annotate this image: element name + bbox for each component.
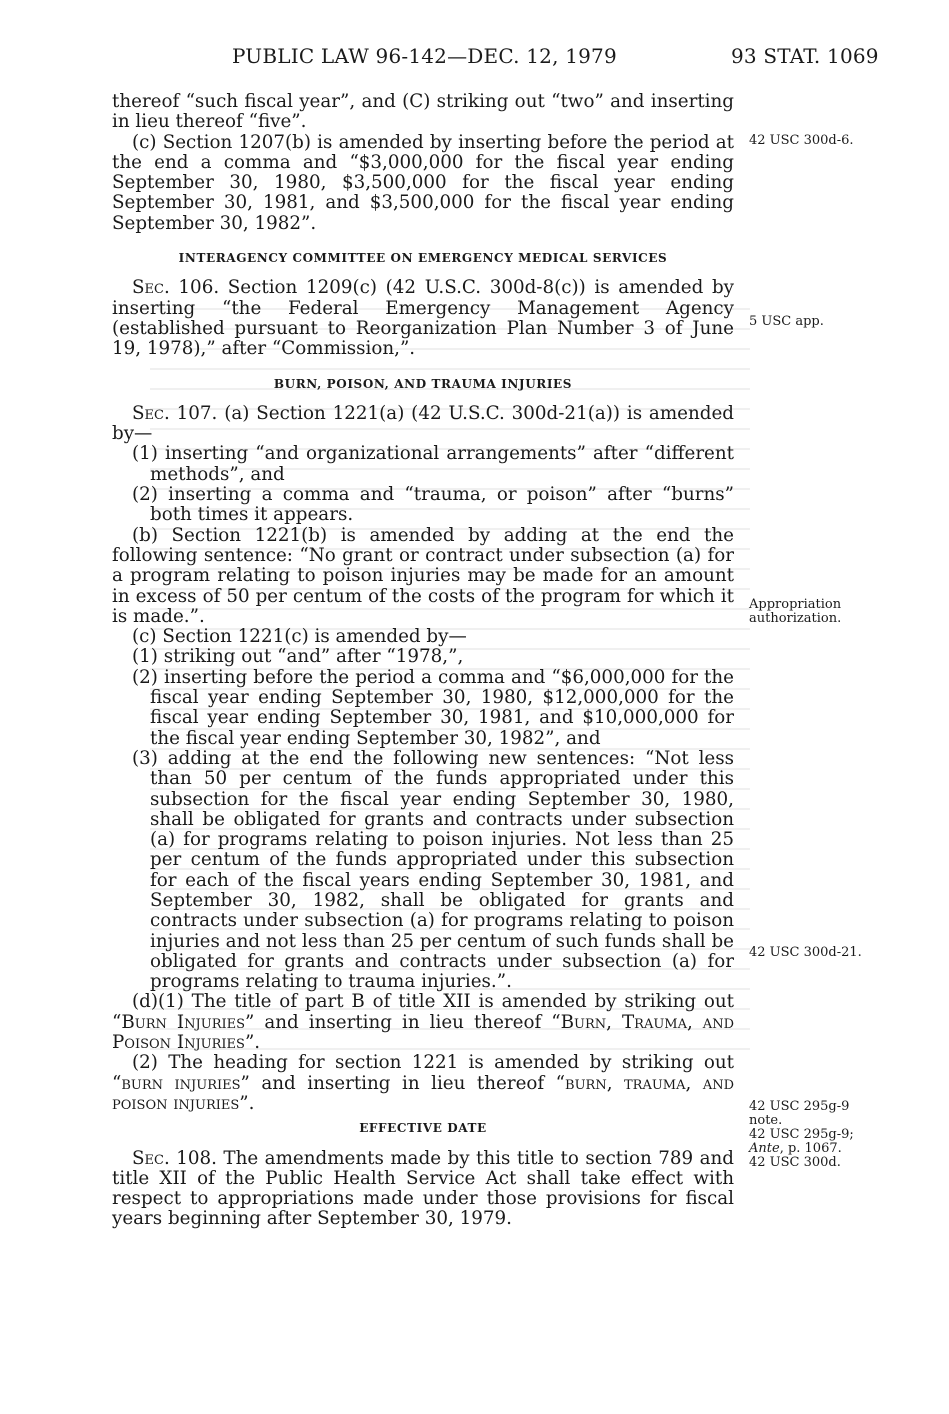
- margin-note: 42 USC 300d-6.: [749, 133, 854, 148]
- section-text: 106. Section 1209(c) (42 U.S.C. 300d-8(c)) is amended by inserting “the Federal Emergency Management Agency (established pursuant to Reorganization Plan Number 3 of June 19, 1978),” after “Commission,”.: [112, 277, 734, 360]
- text-run: ” and inserting in lieu thereof “: [240, 1072, 566, 1094]
- margin-note-line: 42 USC 295g-9;: [749, 1127, 854, 1142]
- section-text: 107. (a) Section 1221(a) (42 U.S.C. 300d-21(a)) is amended by—: [112, 402, 734, 445]
- section-heading-burn: BURN, POISON, AND TRAUMA INJURIES: [273, 376, 573, 391]
- clause: (2) inserting a comma and “trauma, or poison” after “burns” both times it appears.: [132, 484, 734, 526]
- paragraph-d2: [112, 1053, 734, 1114]
- text-run: (2) The heading for section 1221 is amended by striking out “: [112, 1052, 734, 1094]
- section-heading-interagency: INTERAGENCY COMMITTEE ON EMERGENCY MEDICAL SERVICES: [178, 251, 668, 266]
- small-caps-run: burn, trauma, and poison injuries: [112, 1072, 734, 1114]
- page-header-stat: 93 STAT. 1069: [731, 44, 879, 68]
- paragraph: (c) Section 1221(c) is amended by—: [132, 626, 467, 648]
- section-107: [112, 404, 734, 445]
- margin-note-appropriation: [749, 598, 841, 626]
- margin-note-text: , p. 1067.: [779, 1141, 842, 1156]
- margin-note-line: 42 USC 300d.: [749, 1155, 841, 1170]
- text-run: ”.: [239, 1092, 255, 1114]
- page-header-title: PUBLIC LAW 96-142—DEC. 12, 1979: [232, 44, 617, 68]
- paragraph: thereof “such fiscal year”, and (C) striking out “two” and inserting in lieu thereof “five”.: [112, 91, 734, 133]
- section-108: [112, 1149, 734, 1230]
- text-run: (d)(1) The title of part B of title XII is amended by striking out “: [112, 991, 734, 1033]
- margin-note-line: 42 USC 295g-9: [749, 1099, 850, 1114]
- text-run: ”.: [244, 1032, 261, 1054]
- margin-note-line: Appropriation: [749, 597, 842, 612]
- margin-note-citations: [749, 1100, 854, 1170]
- clause: (1) inserting “and organizational arrangements” after “different methods”, and: [132, 443, 734, 485]
- paragraph: (c) Section 1207(b) is amended by inserting before the period at the end a comma and “$3,000,000 for the fiscal year ending September 30, 1980, $3,500,000 for the fiscal year ending September 30, 1981, and $3,500,000 for the fiscal year ending September 30, 1982”.: [112, 131, 734, 234]
- small-caps-run: Burn Injuries: [121, 1011, 246, 1033]
- sec-label: Sec.: [132, 402, 170, 424]
- paragraph: (b) Section 1221(b) is amended by adding at the end the following sentence: “No grant or contract under subsection (a) for a program relating to poison injuries may be made for an amount in excess of 50 per centum of the costs of the program for which it is made.”.: [112, 524, 734, 627]
- section-heading-effective: EFFECTIVE DATE: [359, 1121, 487, 1136]
- text-run: ” and inserting in lieu thereof “: [245, 1011, 561, 1033]
- statute-body: [112, 92, 734, 1230]
- margin-note-italic: Ante: [749, 1141, 780, 1156]
- margin-note-line: authorization.: [749, 611, 842, 626]
- clause: (3) adding at the end the following new sentences: “Not less than 50 per centum of the funds appropriated under this subsection for the fiscal year ending September 30, 1980, shall be obligated for grants and contracts under subsection (a) for programs relating to poison injuries. Not less than 25 per centum of the funds appropriated under this subsection for each of the fiscal years ending September 30, 1981, and September 30, 1982, shall be obligated for grants and contracts under subsection (a) for programs relating to poison injuries and not less than 25 per centum of such funds shall be obligated for grants and contracts under subsection (a) for programs relating to trauma injuries.”.: [132, 747, 734, 993]
- small-caps-run: Burn, Trauma, and Poison Injuries: [112, 1011, 734, 1054]
- margin-note: 5 USC app.: [749, 314, 824, 329]
- section-106: [112, 278, 734, 359]
- clause: (1) striking out “and” after “1978,”,: [132, 646, 464, 668]
- section-text: 108. The amendments made by this title to section 789 and title XII of the Public Health Service Act shall take effect with respect to appropriations made under those provisions for fiscal years beginning after September 30, 1979.: [112, 1147, 734, 1230]
- paragraph-d1: [112, 992, 734, 1053]
- margin-note-line: note.: [749, 1113, 783, 1128]
- clause: (2) inserting before the period a comma and “$6,000,000 for the fiscal year ending September 30, 1980, $12,000,000 for the fiscal year ending September 30, 1981, and $10,000,000 for the fiscal year ending September 30, 1982”, and: [132, 666, 734, 749]
- sec-label: Sec.: [132, 1147, 170, 1169]
- small-caps-run: burn injuries: [121, 1072, 241, 1094]
- sec-label: Sec.: [132, 277, 170, 299]
- margin-note-line: [749, 1142, 854, 1156]
- margin-note: 42 USC 300d-21.: [749, 945, 862, 960]
